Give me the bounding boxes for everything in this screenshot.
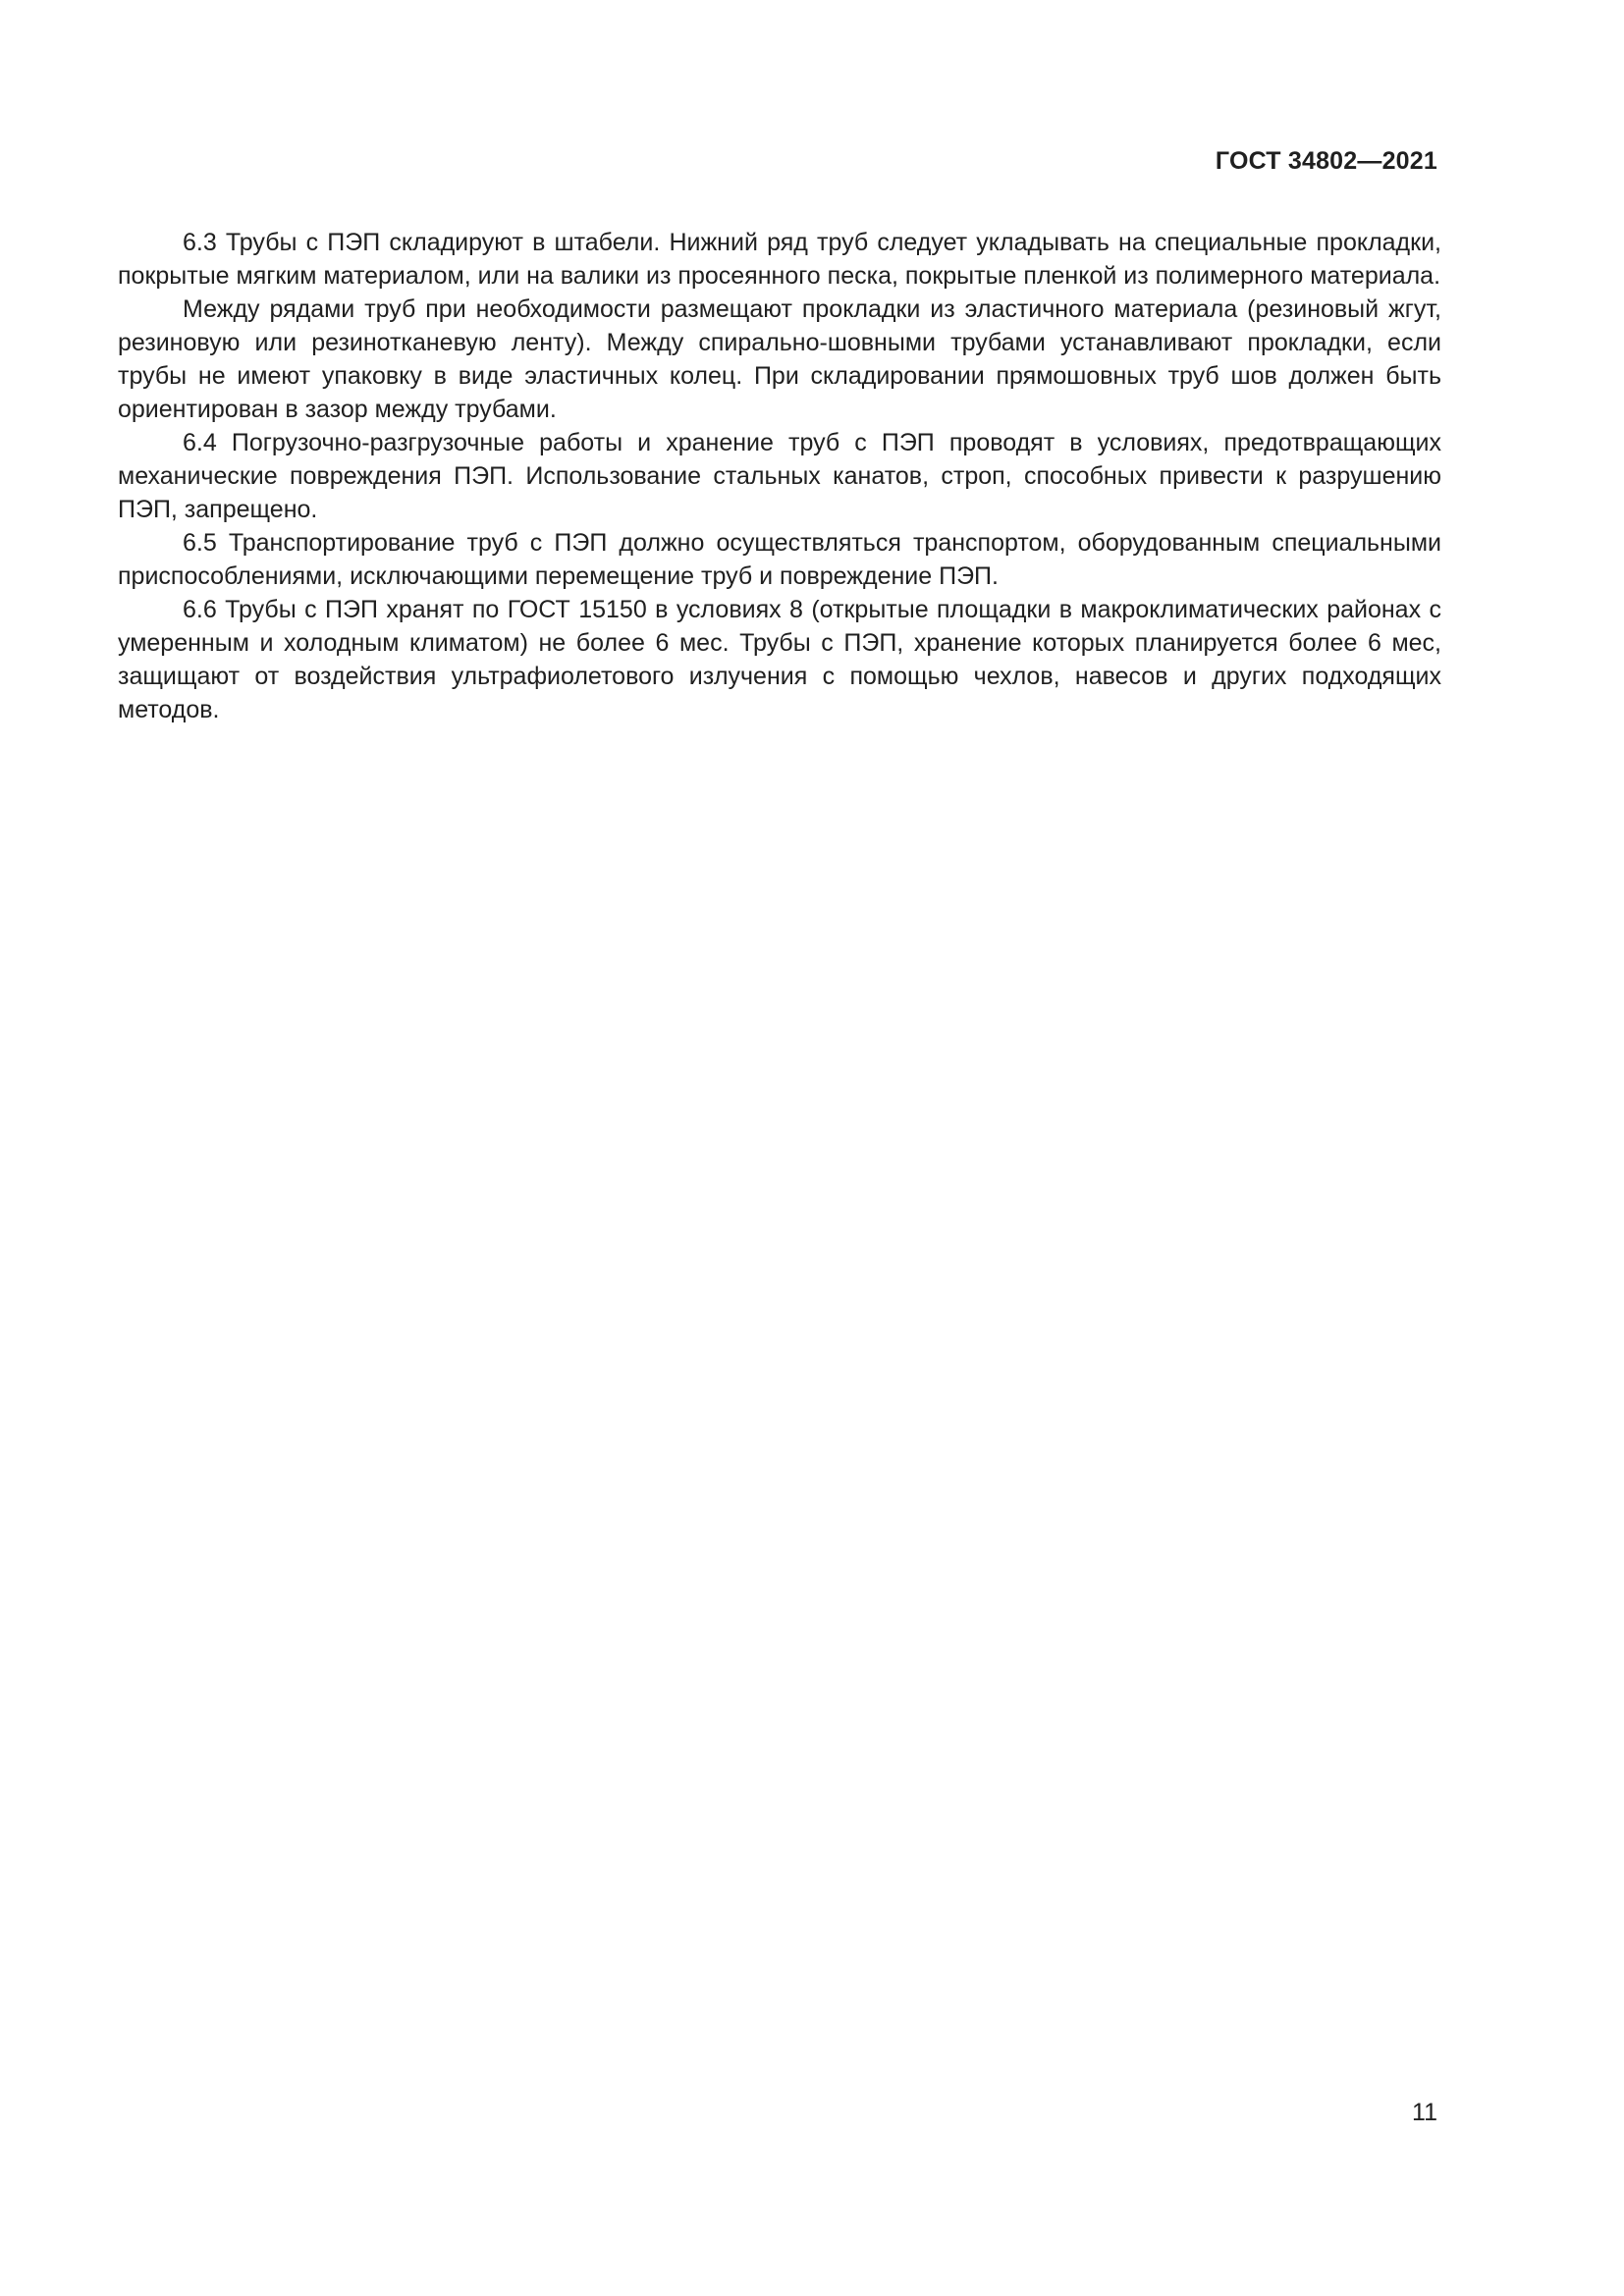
page-number: 11: [1412, 2099, 1437, 2126]
paragraph-6-3-continued: Между рядами труб при необходимости размещают прокладки из эластичного материала (резиновый жгут, резиновую или резинотканевую ленту). Между спирально-шовными трубами устанавливают прокладки, если трубы не имеют упаковку в виде эластичных колец. При складировании прямошовных труб шов должен быть ориентирован в зазор между трубами.: [118, 295, 1441, 423]
document-header: ГОСТ 34802—2021: [1215, 147, 1437, 175]
paragraph-6-4: 6.4 Погрузочно-разгрузочные работы и хранение труб с ПЭП проводят в условиях, предотвращающих механические повреждения ПЭП. Использование стальных канатов, строп, способных привести к разрушению ПЭП, запрещено.: [118, 429, 1441, 523]
paragraph-6-3: 6.3 Трубы с ПЭП складируют в штабели. Нижний ряд труб следует укладывать на специальные прокладки, покрытые мягким материалом, или на валики из просеянного песка, покрытые пленкой из полимерного материала.: [118, 229, 1441, 290]
paragraph-6-5: 6.5 Транспортирование труб с ПЭП должно осуществляться транспортом, оборудованным специальными приспособлениями, исключающими перемещение труб и повреждение ПЭП.: [118, 529, 1441, 590]
document-body: [118, 226, 1441, 726]
paragraph-6-6: 6.6 Трубы с ПЭП хранят по ГОСТ 15150 в условиях 8 (открытые площадки в макроклиматических районах с умеренным и холодным климатом) не более 6 мес. Трубы с ПЭП, хранение которых планируется более 6 мес, защищают от воздействия ультрафиолетового излучения с помощью чехлов, навесов и других подходящих методов.: [118, 596, 1441, 723]
